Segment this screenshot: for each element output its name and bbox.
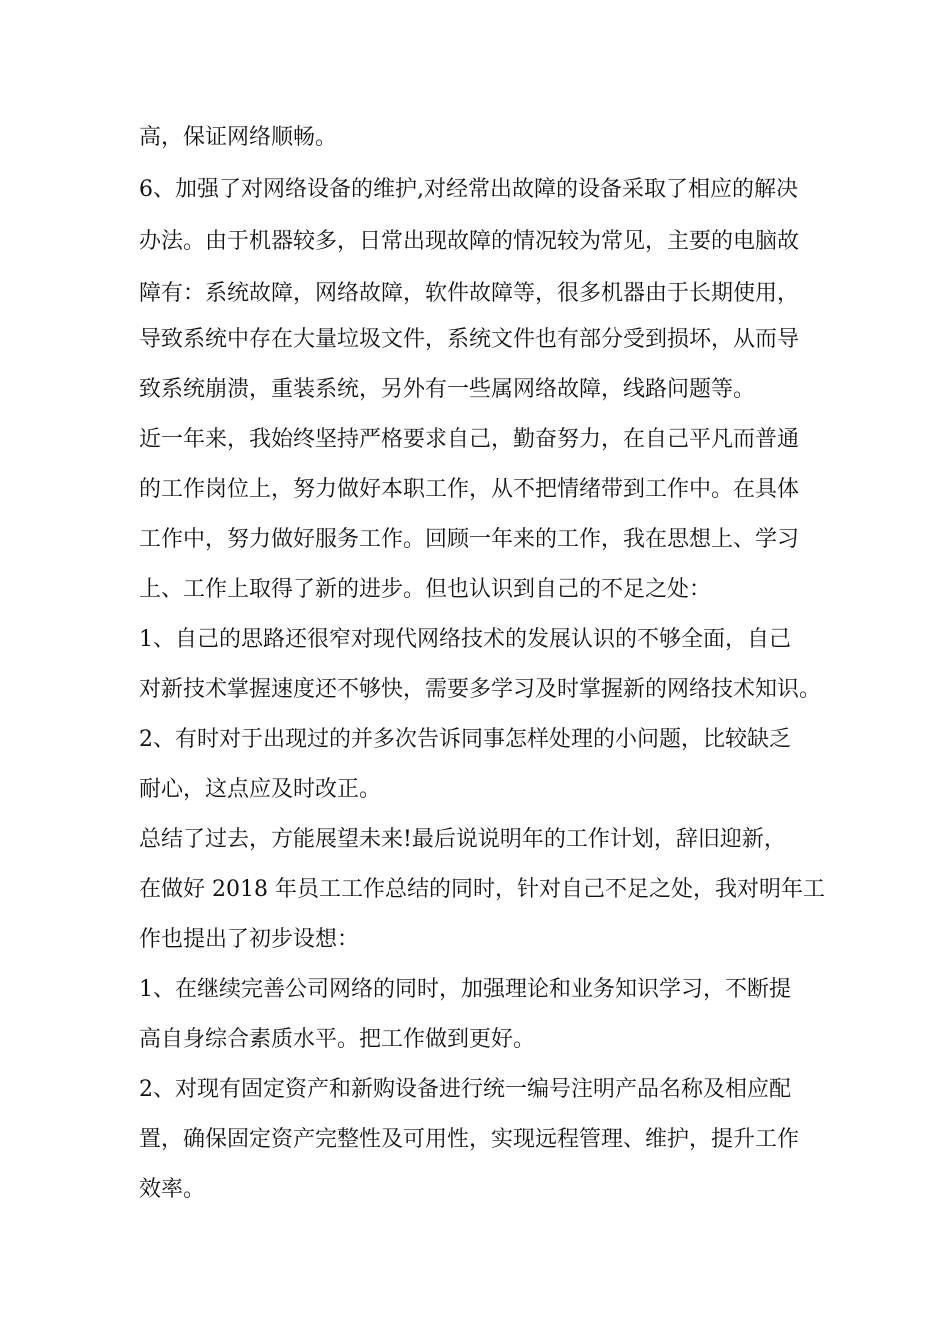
text-line: 的工作岗位上，努力做好本职工作，从不把情绪带到工作中。在具体 [139, 477, 800, 502]
text-line: 1、自己的思路还很窄对现代网络技术的发展认识的不够全面，自己 [139, 627, 791, 652]
text-line: 障有：系统故障，网络故障，软件故障等，很多机器由于长期使用， [139, 281, 800, 306]
text-line: 作也提出了初步设想： [139, 927, 360, 952]
text-line: 2、对现有固定资产和新购设备进行统一编号注明产品名称及相应配 [139, 1077, 791, 1102]
text-line: 6、加强了对网络设备的维护,对经常出故障的设备采取了相应的解决 [139, 177, 798, 202]
text-line: 致系统崩溃，重装系统，另外有一些属网络故障，线路问题等。 [139, 377, 756, 402]
text-line: 置，确保固定资产完整性及可用性，实现远程管理、维护，提升工作 [139, 1127, 800, 1152]
text-line: 对新技术掌握速度还不够快，需要多学习及时掌握新的网络技术知识。 [139, 677, 822, 702]
text-line: 在做好 2018 年员工工作总结的同时，针对自己不足之处，我对明年工 [139, 877, 825, 902]
text-line: 上、工作上取得了新的进步。但也认识到自己的不足之处： [139, 577, 712, 602]
text-line: 高，保证网络顺畅。 [139, 125, 338, 150]
text-line: 2、有时对于出现过的并多次告诉同事怎样处理的小问题，比较缺乏 [139, 727, 791, 752]
text-line: 办法。由于机器较多，日常出现故障的情况较为常见，主要的电脑故 [139, 229, 800, 254]
text-line: 1、在继续完善公司网络的同时，加强理论和业务知识学习，不断提 [139, 977, 791, 1002]
text-line: 近一年来，我始终坚持严格要求自己，勤奋努力，在自己平凡而普通 [139, 427, 800, 452]
text-line: 耐心，这点应及时改正。 [139, 777, 382, 802]
text-line: 效率。 [139, 1177, 206, 1202]
text-line: 工作中，努力做好服务工作。回顾一年来的工作，我在思想上、学习 [139, 527, 800, 552]
text-line: 总结了过去，方能展望未来!最后说说明年的工作计划，辞旧迎新， [139, 827, 786, 852]
text-line: 高自身综合素质水平。把工作做到更好。 [139, 1027, 536, 1052]
text-line: 导致系统中存在大量垃圾文件，系统文件也有部分受到损坏，从而导 [139, 327, 800, 352]
